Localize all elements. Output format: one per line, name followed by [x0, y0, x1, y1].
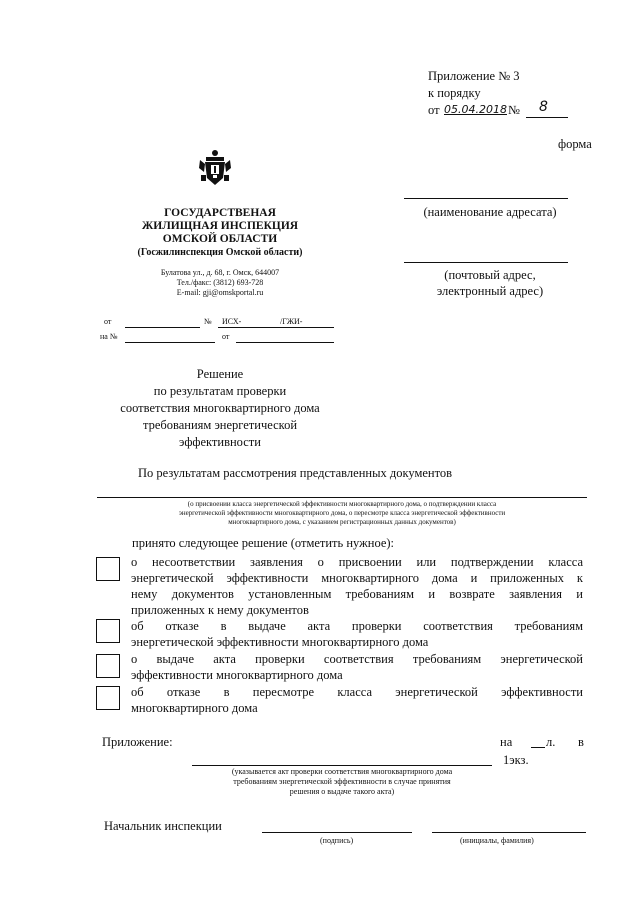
- attachment-note-2: требованиям энергетической эффективности в случае принятия: [233, 777, 451, 786]
- title-line4: требованиям энергетической: [142, 418, 298, 432]
- option-1-text: [131, 554, 583, 618]
- title-line1: Решение: [196, 367, 244, 381]
- appendix-date: 05.04.2018: [444, 103, 507, 116]
- option-2-line2: энергетической эффективности многоквартирного дома: [131, 635, 429, 649]
- signature-name-field[interactable]: [432, 832, 586, 833]
- org-name-line2: ЖИЛИЩНАЯ ИНСПЕКЦИЯ: [141, 220, 299, 232]
- signature-sign-field[interactable]: [262, 832, 412, 833]
- option-2-checkbox[interactable]: [96, 619, 120, 643]
- org-contacts: [120, 268, 320, 298]
- intro-note-3: многоквартирного дома, с указанием регистрационных данных документов): [228, 518, 456, 526]
- org-name-line3: ОМСКОЙ ОБЛАСТИ: [162, 233, 278, 245]
- option-2-line1: об отказе в выдаче акта проверки соответствия требованиям: [131, 619, 583, 633]
- recipient-name-field[interactable]: [404, 198, 568, 199]
- recipient-address-field[interactable]: [404, 262, 568, 263]
- intro-note: [97, 500, 587, 527]
- title-line5: эффективности: [179, 435, 261, 449]
- intro-documents-field[interactable]: [97, 497, 587, 498]
- intro-note-1: (о присвоении класса энергетической эффективности многоквартирного дома, о подтверждении класса: [187, 500, 497, 508]
- outgoing-num-label: №: [204, 317, 212, 326]
- outgoing-date-field[interactable]: [125, 327, 200, 328]
- option-1-line4: приложенных к нему документов: [131, 603, 309, 617]
- appendix-num-sign: №: [508, 103, 520, 117]
- outgoing-ish-label: ИСХ-: [222, 317, 242, 326]
- attachment-copies-label: 1экз.: [503, 753, 529, 767]
- form-label: форма: [558, 137, 592, 151]
- appendix-line2: к порядку: [428, 86, 481, 100]
- attachment-pages-field[interactable]: [531, 747, 545, 748]
- attachment-document-field[interactable]: [192, 765, 492, 766]
- option-1-checkbox[interactable]: [96, 557, 120, 581]
- incoming-date-field[interactable]: [236, 342, 334, 343]
- attachment-na-label: на: [500, 735, 513, 749]
- option-2-text: [131, 618, 583, 650]
- option-4-line2: многоквартирного дома: [131, 701, 258, 715]
- option-3-line2: эффективности многоквартирного дома: [131, 668, 343, 682]
- intro-note-2: энергетической эффективности многоквартирного дома, о пересмотре класса энергетической эффективности: [178, 509, 506, 517]
- outgoing-number-field[interactable]: [218, 327, 334, 328]
- appendix-line3: [428, 99, 568, 120]
- appendix-from-label: от: [428, 103, 440, 117]
- appendix-number: 8: [539, 99, 548, 115]
- option-4-line1: об отказе в пересмотре класса энергетической эффективности: [131, 685, 583, 699]
- recipient-address-caption: [405, 267, 575, 299]
- attachment-l-label: л.: [546, 735, 556, 749]
- recipient-address-caption-2: электронный адрес): [436, 284, 544, 298]
- option-3-checkbox[interactable]: [96, 654, 120, 678]
- signature-name-caption: (инициалы, фамилия): [460, 836, 534, 845]
- appendix-number-line: [526, 117, 568, 118]
- outgoing-from-label: от: [104, 317, 112, 326]
- signature-sign-caption: (подпись): [320, 836, 354, 845]
- outgoing-gzhi-label: /ГЖИ-: [280, 317, 303, 326]
- coat-of-arms-icon: [198, 148, 232, 188]
- org-short-name: (Госжилинспекция Омской области): [137, 247, 303, 258]
- org-email: E-mail: gji@omskportal.ru: [176, 288, 264, 297]
- title-line3: соответствия многоквартирного дома: [120, 401, 320, 415]
- incoming-from-label: от: [222, 332, 230, 341]
- attachment-v-label: в: [578, 735, 584, 749]
- incoming-number-field[interactable]: [125, 342, 215, 343]
- option-3-text: [131, 651, 583, 683]
- option-3-line1: о выдаче акта проверки соответствия требованиям энергетической: [131, 652, 583, 666]
- title-line2: по результатам проверки: [153, 384, 287, 398]
- appendix-line1: Приложение № 3: [428, 69, 520, 83]
- recipient-name-caption: (наименование адресата): [423, 205, 557, 219]
- attachment-note: [192, 767, 492, 797]
- org-address: Булатова ул., д. 68, г. Омск, 644007: [160, 268, 280, 277]
- org-phone: Тел./факс: (3812) 693-728: [176, 278, 264, 287]
- option-1-line1: о несоответствии заявления о присвоении или подтверждении класса: [131, 555, 583, 569]
- option-1-line3: нему документов установленным требованиям и возврате заявления и: [131, 587, 583, 601]
- org-name-block: [120, 207, 320, 246]
- incoming-num-label: на №: [100, 332, 118, 341]
- option-4-checkbox[interactable]: [96, 686, 120, 710]
- intro-text: По результатам рассмотрения представленных документов: [138, 466, 453, 480]
- option-4-text: [131, 684, 583, 716]
- attachment-label: Приложение:: [102, 735, 173, 749]
- org-name-line1: ГОСУДАРСТВЕНАЯ: [164, 207, 276, 219]
- signature-label: Начальник инспекции: [104, 819, 222, 833]
- recipient-address-caption-1: (почтовый адрес,: [444, 268, 536, 282]
- attachment-note-1: (указывается акт проверки соответствия многоквартирного дома: [231, 767, 453, 776]
- decision-label: принято следующее решение (отметить нужное):: [132, 536, 395, 550]
- attachment-note-3: решения о выдаче такого акта): [289, 787, 395, 796]
- option-1-line2: энергетической эффективности многоквартирного дома и приложенных к: [131, 571, 583, 585]
- document-title: [80, 366, 360, 451]
